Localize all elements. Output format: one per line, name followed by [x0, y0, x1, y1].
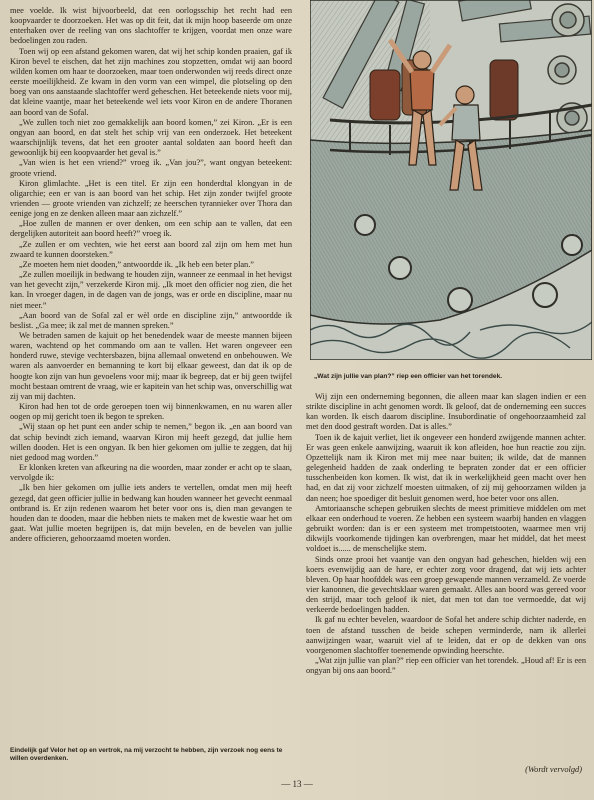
right-illustration-caption: „Wat zijn jullie van plan?” riep een officier van het torendek. — [314, 373, 503, 380]
ship-illustration — [310, 0, 592, 360]
paragraph: Kiron glimlachte. „Het is een titel. Er zijn een honderdtal klongyan in de oligarchie; een er van is aan boord van het schip. Het zijn zonder twijfel groote vrienden — groote vrienden van zichzelf; ze heerschen tyrannieker over Thora dan eenige jong en ze denken alleen maar aan zichzelf.” — [10, 178, 292, 219]
paragraph: Toen ik de kajuit verliet, liet ik ongeveer een honderd zwijgende mannen achter. Er was geen enkele aanwijzing, waaruit ik kon afleiden, hoe hun reactie zou zijn. Opzettelijk nam ik Kiron met mij mee naar buiten; ik wilde, dat de mannen gelegenheid hadden de zaak onderling te bepraten zonder dat er een officier tusschenbeiden kon komen. Ik wist, dat ik in werkelijkheid geen macht over hen had, en dat zij voor zichzelf moesten uitmaken, of zij mij gehoorzamen wilden ja dan neen; hoe spoediger dit besluit genomen werd, hoe beter voor ons allen. — [306, 432, 586, 503]
paragraph: We betraden samen de kajuit op het benedendek waar de meeste mannen bijeen waren, wachtend op het commando om aan te vallen. Het waren ongeveer een honderd ruwe, stevige vechtersbazen, bijna allemaal onwetend en onbehouwen. We waren als aanvoerder en bemanning te kort bij elkaar geweest, dan dat ik op de hoogte kon zijn van hun gevoelens voor mij; maar ik begreep, dat er bij geen twijfel mocht bestaan omtrent de vraag, wie er kapitein van het schip was, onverschillig wat zij van mij dachten. — [10, 331, 292, 401]
left-text-column — [10, 6, 292, 736]
paragraph: Sinds onze prooi het vaantje van den ongyan had geheschen, hielden wij een koers evenwijdig aan de hare, er echter zorg voor dragend, dat wij iets achter bleven. Op haar hoofddek was een groep gewapende mannen verzameld. Ze voerde vier kanonnen, die gevechtsklaar waren gemaakt. Alles aan boord was gereed voor den strijd, maar toch geloof ik niet, dat men tot dan toe vermoedde, dat wij verkeerde bedoelingen hadden. — [306, 554, 586, 615]
paragraph: „Van wien is het een vriend?” vroeg ik. „Van jou?”, want ongyan beteekent: groote vriend. — [10, 158, 292, 178]
continued-note: (Wordt vervolgd) — [525, 765, 582, 774]
paragraph: „We zullen toch niet zoo gemakkelijk aan boord komen,” zei Kiron. „Er is een ongyan aan boord, en dat stelt het schip vrij van een onderzoek. Het beteekent waarschijnlijk tevens, dat het een grooter aantal soldaten aan boord heeft dan gewoonlijk bij een koopvaarder het geval is.” — [10, 117, 292, 158]
paragraph: mee voelde. Ik wist bijvoorbeeld, dat een oorlogsschip het recht had een koopvaarder te doorzoeken. Het was op dit feit, dat ik mijn hoop baseerde om onze enterhaken over de reeling van ons slachtoffer te krijgen, voordat men onze ware bedoelingen zou raden. — [10, 6, 292, 46]
paragraph: Ik gaf nu echter bevelen, waardoor de Sofal het andere schip dichter naderde, en toen de afstand tusschen de beide schepen verminderde, nam ik allerlei aanwijzingen waar, waaruit viel af te leiden, dat er op de dekken van ons voorgenomen slachtoffer toenemende opwinding heerschte. — [306, 615, 586, 655]
paragraph: Er klonken kreten van afkeuring na die woorden, maar zonder er acht op te slaan, vervolgde ik: — [10, 463, 292, 483]
paragraph: „Hoe zullen de mannen er over denken, om een schip aan te vallen, dat een dergelijken autoriteit aan boord heeft?” vroeg ik. — [10, 219, 292, 239]
paragraph: „Wat zijn jullie van plan?” riep een officier van het torendek. „Houd af! Er is een ongyan bij ons aan boord.” — [306, 656, 586, 676]
paragraph: Wij zijn een onderneming begonnen, die alleen maar kan slagen indien er een strikte discipline in acht genomen wordt. Ik geloof, dat de onderneming een succes kan worden. Ik eisch daarom discipline. Insubordinatie of ongehoorzaamheid zal met den dood gestraft worden. Dat is alles.” — [306, 392, 586, 432]
illustration-drawing — [310, 0, 592, 360]
page-number: — 13 — — [281, 779, 313, 789]
paragraph: Kiron had hen tot de orde geroepen toen wij binnenkwamen, en nu waren aller oogen op mij gericht toen ik begon te spreken. — [10, 402, 292, 422]
paragraph: „Ze zullen er om vechten, wie het eerst aan boord zal zijn om hem met hun zwaard te kunnen doorsteken.” — [10, 239, 292, 259]
paragraph: Amtoriaansche schepen gebruiken slechts de meest primitieve middelen om met elkaar een onderhoud te voeren. Ze hebben een systeem waarbij handen en vlaggen gebruikt worden: dan is er een systeem met trompetstooten, waarmee men vrij dikwijls voorkomende tijdingen kan overbrengen, maar het middel, dat het meest voldoet is...... de menschelijke stem. — [306, 503, 586, 554]
paragraph: „Ze zullen moeilijk in bedwang te houden zijn, wanneer ze eenmaal in het hevigst van het gevecht zijn,” verzekerde Kiron mij. „Ik moet den officier nog zien, die het kan. In vroeger dagen, in de dagen van de jongs, was er orde en discipline, maar nu niet meer.” — [10, 270, 292, 310]
left-illustration-caption: Eindelijk gaf Velor het op en vertrok, na mij verzocht te hebben, zijn verzoek nog eens te willen overdenken. — [10, 747, 283, 762]
paragraph: Toen wij op een afstand gekomen waren, dat wij het schip konden praaien, gaf ik Kiron bevel te eischen, dat het zijn machines zou stopzetten, omdat wij aan boord wilden komen om haar te doorzoeken, maar toen onderwonden wij reeds direct onze eerste moeilijkheid. Ze kwam in den vorm van een wimpel, die plotseling op den boeg van ons aanstaande slachtoffer werd geheschen. Het beteekende niets voor mij, dat kleine vaantje, maar het beteekende wel iets voor Kiron en de andere Thoranen aan boord van de Sofal. — [10, 46, 292, 117]
paragraph: „Wij staan op het punt een ander schip te nemen,” begon ik. „en aan boord van dat schip bevindt zich iemand, waarvan Kiron mij heeft gezegd, dat jullie hem willen dooden. Het is een ongyan. Ik ben hier gekomen om jullie te zeggen, dat hij niet gedood mag worden.” — [10, 422, 292, 462]
right-text-column — [306, 392, 586, 772]
paragraph: „Ik ben hier gekomen om jullie iets anders te vertellen, omdat men mij heeft gezegd, dat geen officier jullie in bedwang kan houden wanneer het gevecht eenmaal ontbrand is. Er zijn redenen waarom het beter voor ons is, dien man gevangen te houden dan te dooden, maar die hebben niets te maken met de kwestie waar het om gaat. Wat jullie moeten begrijpen is, dat mijn bevelen, en de bevelen van jullie andere officieren, gehoorzaamd moeten worden. — [10, 483, 292, 544]
paragraph: „Ze moeten hem niet dooden,” antwoordde ik. „Ik heb een beter plan.” — [19, 259, 254, 269]
paragraph: „Aan boord van de Sofal zal er wèl orde en discipline zijn,” antwoordde ik beslist. „Ga mee; ik zal met de mannen spreken.” — [10, 310, 292, 330]
